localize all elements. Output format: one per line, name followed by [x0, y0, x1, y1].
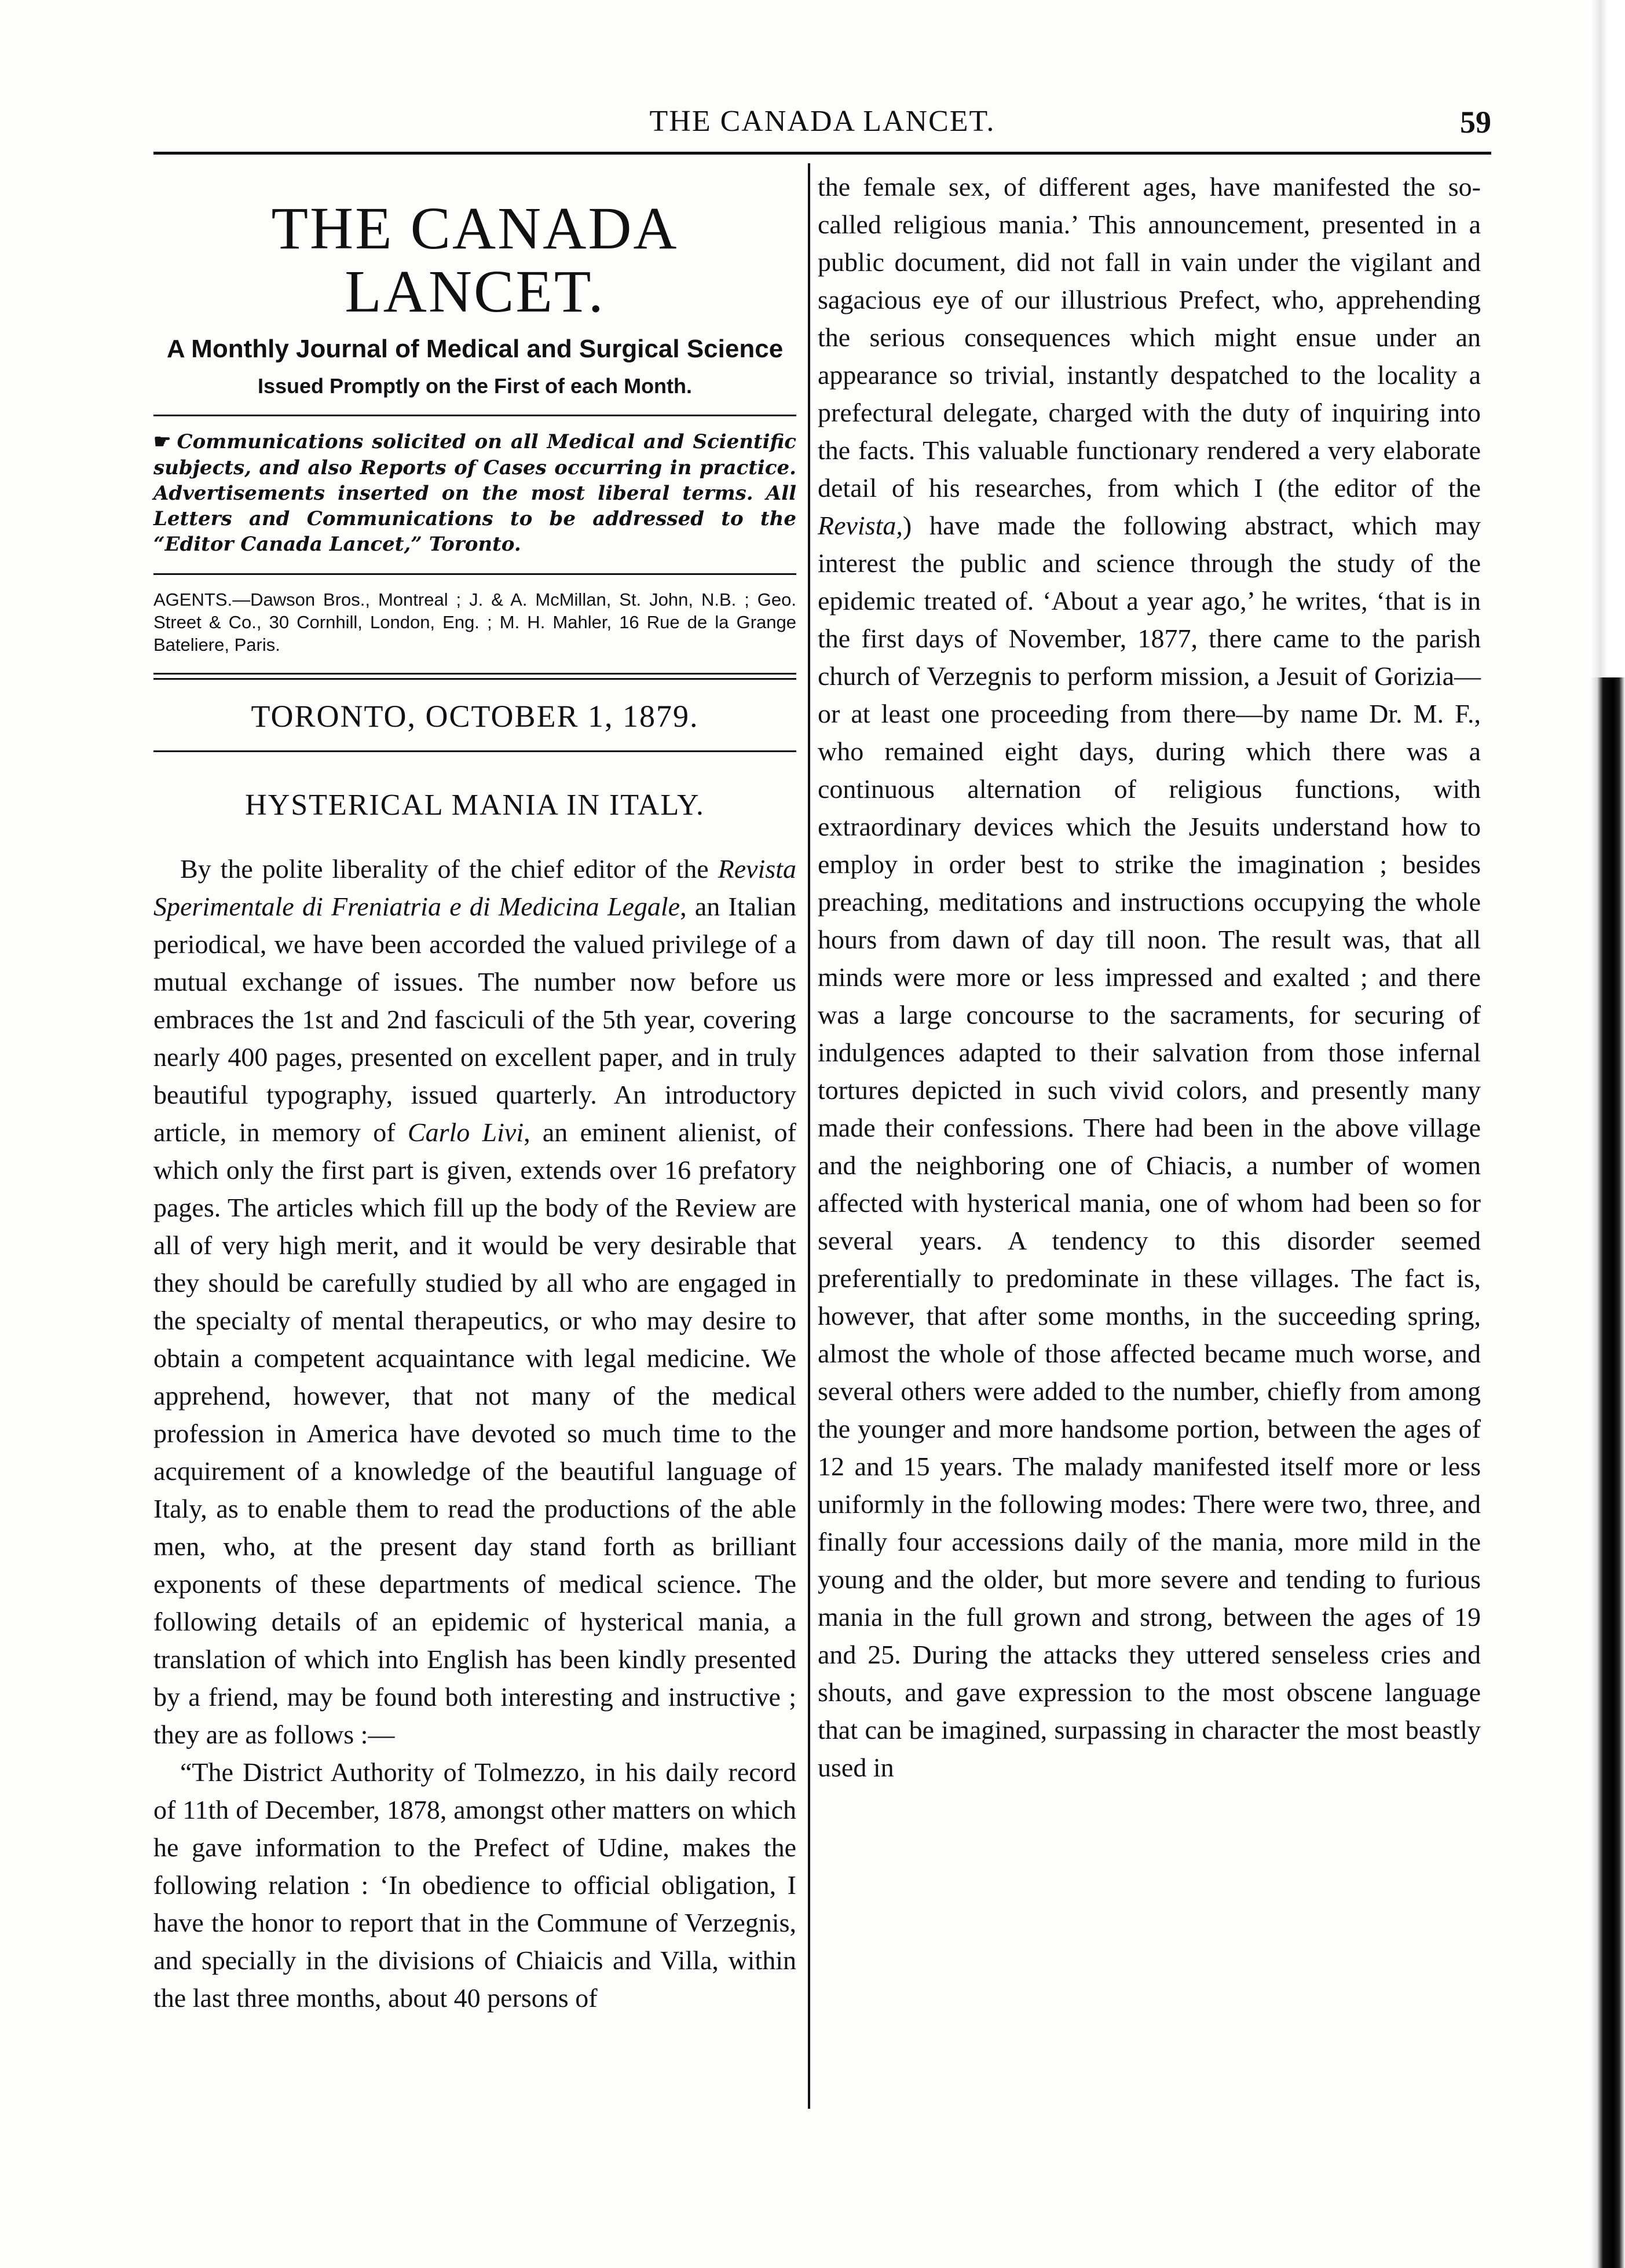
running-head: [153, 104, 1491, 145]
text-span: ) have made the following abstract, which may interest the public and science through the study of the epidemic treated of. ‘About a year ago,’ he writes, ‘that is in the first days of November, 1877, there came to the parish church of Verzegnis to perform mission, a Jesuit of Gorizia—or at least one proceeding from there—by name Dr. M. F., who remained eight days, during which there was a continuous alternation of religious functions, with extraordinary devices which the Jesuits understand how to employ in order best to strike the imagination ; besides preaching, meditations and instructions occupying the whole hours from dawn of day till noon. The result was, that all minds were more or less impressed and exalted ; and there was a large concourse to the sacraments, for securing of indulgences adapted to their salvation from those infernal tortures depicted in such vivid colors, and presently many made their confessions. There had been in the above village and the neighboring one of Chiacis, a number of women affected with hysterical mania, one of whom had been so for several years. A tendency to this disorder seemed preferentially to predominate in these villages. The fact is, however, that after some months, in the succeeding spring, almost the whole of those affected became much worse, and several others were added to the number, chiefly from among the younger and more handsome portion, between the ages of 12 and 15 years. The malady manifested itself more or less uniformly in the following modes: There were two, three, and finally four accessions daily of the mania, more mild in the young and the older, but more severe and tending to furious mania in the full grown and strong, between the ages of 19 and 25. During the attacks they uttered senseless cries and shouts, and gave expression to the most obscene language that can be imagined, surpassing in character the most beastly used in: [818, 511, 1481, 1782]
masthead-rule: [153, 415, 796, 416]
dateline: TORONTO, OCTOBER 1, 1879.: [251, 698, 699, 734]
notice-text: Communications solicited on all Medical and Scientific subjects, and also Reports of Cases occurring in practice. Advertisements inserted on the most liberal terms. All Letters and Communications to be addressed to the “Editor Canada Lancet,” Toronto.: [153, 430, 796, 556]
notice-rule: [153, 573, 796, 575]
communications-notice: [153, 429, 796, 557]
dateline-rule: [153, 750, 796, 752]
article-body-left: [153, 850, 796, 2017]
journal-name: Revista,: [818, 511, 903, 540]
running-head-title: THE CANADA LANCET.: [649, 105, 996, 138]
masthead-double-rule: [153, 673, 796, 680]
page-number: 59: [1460, 105, 1491, 140]
text-span: , an eminent alienist, of which only the first part is given, extends over 16 prefatory pages. The articles which fill up the body of the Review are all of very high merit, and it would be very desirable that they should be carefully studied by all who are engaged in the specialty of mental therapeutics, or who may desire to obtain a competent acquaintance with legal medicine. We apprehend, however, that not many of the medical profession in America have devoted so much time to the acquirement of a knowledge of the beautiful language of Italy, as to enable them to read the productions of the able men, who, at the present day stand forth as brilliant exponents of these departments of medical science. The following details of an epidemic of hysterical mania, a translation of which into English has been kindly presented by a friend, may be found both interesting and instructive ; they are as follows :—: [153, 1117, 796, 1749]
paragraph: [153, 850, 796, 1753]
person-name: Carlo Livi: [407, 1117, 524, 1147]
page-binding-highlight: [1590, 0, 1625, 677]
left-column: [153, 168, 796, 2017]
text-span: , an Italian periodical, we have been accorded the valued privilege of a mutual exchange of issues. The number now before us embraces the 1st and 2nd fasciculi of the 5th year, covering nearly 400 pages, presented on excellent paper, and in truly beautiful typography, issued quarterly. An introductory article, in memory of: [153, 891, 796, 1147]
masthead-issued: Issued Promptly on the First of each Month.: [257, 374, 693, 398]
agents-list: AGENTS.—Dawson Bros., Montreal ; J. & A. McMillan, St. John, N.B. ; Geo. Street & Co., 30 Cornhill, London, Eng. ; M. H. Mahler, 16 Rue de la Grange Bateliere, Paris.: [153, 589, 796, 655]
column-divider: [808, 163, 810, 2109]
paragraph: [818, 168, 1481, 1786]
journal-name: Revista Sperimentale di Freniatria e di Medicina Legale: [153, 853, 796, 921]
pointing-hand-icon: ☛: [153, 430, 171, 454]
masthead-title: THE CANADA LANCET.: [271, 195, 679, 325]
header-rule: [153, 152, 1491, 155]
paragraph: “The District Authority of Tolmezzo, in his daily record of 11th of December, 1878, amongst other matters on which he gave information to the Prefect of Udine, makes the following relation : ‘In obedience to official obligation, I have the honor to report that in the Commune of Verzegnis, and specially in the divisions of Chiaicis and Villa, within the last three months, about 40 persons of: [153, 1757, 796, 2013]
right-column: [818, 168, 1481, 1786]
text-span: the female sex, of different ages, have manifested the so-called religious mania.’ This announcement, presented in a public document, did not fall in vain under the vigilant and sagacious eye of our illustrious Prefect, who, apprehending the serious consequences which might ensue under an appearance so trivial, instantly despatched to the locality a prefectural delegate, charged with the duty of inquiring into the facts. This valuable functionary rendered a very elaborate detail of his researches, from which I (the editor of the: [818, 172, 1481, 503]
article-title: HYSTERICAL MANIA IN ITALY.: [245, 788, 705, 822]
article-body-right: [818, 168, 1481, 1786]
text-span: By the polite liberality of the chief editor of the: [180, 853, 718, 884]
masthead-subtitle: A Monthly Journal of Medical and Surgical Science: [166, 335, 784, 364]
